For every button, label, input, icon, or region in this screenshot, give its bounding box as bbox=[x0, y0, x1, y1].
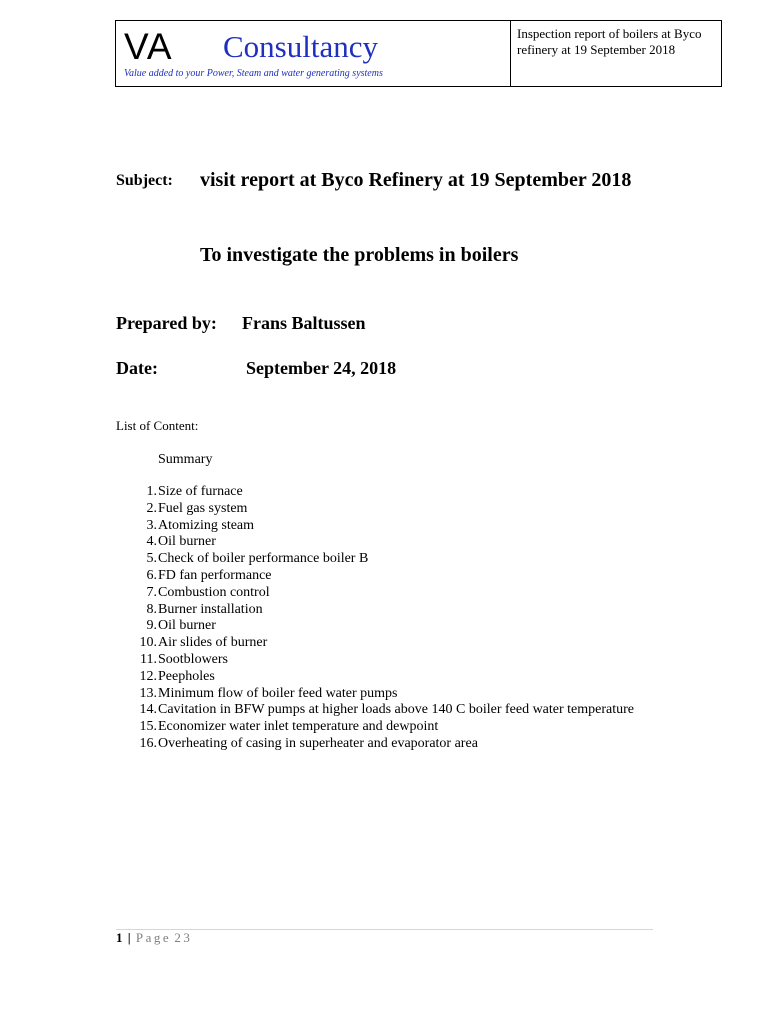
contents-item-number: 3. bbox=[146, 517, 157, 533]
contents-item bbox=[131, 618, 634, 635]
contents-heading: List of Content: bbox=[116, 418, 199, 433]
contents-item-number: 9. bbox=[146, 618, 157, 634]
contents-item-text: Oil burner bbox=[158, 618, 216, 634]
date-label: Date: bbox=[116, 358, 158, 378]
contents-item-text: Burner installation bbox=[158, 601, 263, 617]
page-number: 1 bbox=[116, 930, 123, 945]
contents-item-number: 16. bbox=[139, 735, 157, 751]
contents-item bbox=[131, 652, 634, 669]
contents-item-text: Size of furnace bbox=[158, 484, 243, 499]
contents-item bbox=[131, 551, 634, 568]
contents-item bbox=[131, 702, 634, 719]
contents-item-text: Cavitation in BFW pumps at higher loads above 140 C boiler feed water temperature bbox=[158, 702, 635, 718]
contents-item-text: Fuel gas system bbox=[158, 500, 248, 516]
contents-item-text: Economizer water inlet temperature and dewpoint bbox=[158, 719, 439, 735]
subject-label: Subject: bbox=[116, 172, 173, 189]
contents-item-number: 10. bbox=[139, 635, 157, 651]
contents-item-number: 6. bbox=[146, 567, 157, 583]
contents-item-text: Minimum flow of boiler feed water pumps bbox=[158, 685, 398, 701]
contents-item-text: Peepholes bbox=[158, 668, 215, 684]
contents-item-number: 2. bbox=[146, 500, 157, 516]
contents-item bbox=[131, 736, 634, 753]
prepared-by-value: Frans Baltussen bbox=[242, 313, 366, 333]
page-label: Page bbox=[135, 930, 172, 945]
contents-item bbox=[131, 635, 634, 652]
subject-text: visit report at Byco Refinery at 19 September 2018 bbox=[200, 169, 632, 191]
contents-item-text: Oil burner bbox=[158, 534, 216, 550]
logo-tagline: Value added to your Power, Steam and water generating systems bbox=[124, 68, 383, 79]
contents-item bbox=[131, 686, 634, 703]
contents-item-text: Overheating of casing in superheater and evaporator area bbox=[158, 735, 478, 751]
contents-item-text: Atomizing steam bbox=[158, 517, 255, 533]
contents-list bbox=[131, 484, 634, 753]
report-title-cell: Inspection report of boilers at Byco refinery at 19 September 2018 bbox=[517, 26, 702, 57]
header-box bbox=[115, 20, 722, 87]
contents-item bbox=[131, 568, 634, 585]
contents-item-number: 8. bbox=[146, 601, 157, 617]
contents-item-number: 5. bbox=[146, 551, 157, 567]
contents-item-text: Air slides of burner bbox=[158, 635, 268, 651]
subject-subtext: To investigate the problems in boilers bbox=[200, 244, 519, 266]
contents-item-number: 13. bbox=[139, 685, 157, 701]
contents-item bbox=[131, 534, 634, 551]
page-footer bbox=[116, 930, 192, 946]
contents-summary: Summary bbox=[158, 452, 213, 467]
logo-company-name: Consultancy bbox=[223, 29, 378, 64]
contents-item-number: 12. bbox=[139, 668, 157, 684]
page-total: 23 bbox=[174, 930, 193, 945]
footer-separator: | bbox=[127, 930, 131, 945]
contents-item-number: 7. bbox=[146, 584, 157, 600]
contents-item bbox=[131, 501, 634, 518]
contents-item bbox=[131, 602, 634, 619]
logo-cell bbox=[116, 21, 511, 86]
contents-item-number: 4. bbox=[146, 534, 157, 550]
contents-item-text: Sootblowers bbox=[158, 651, 228, 667]
contents-item-text: Combustion control bbox=[158, 584, 270, 600]
contents-item-number: 14. bbox=[139, 702, 157, 718]
contents-item bbox=[131, 669, 634, 686]
contents-item-text: Check of boiler performance boiler B bbox=[158, 551, 369, 567]
date-value: September 24, 2018 bbox=[246, 358, 397, 378]
contents-item bbox=[131, 484, 634, 501]
prepared-by-label: Prepared by: bbox=[116, 313, 217, 333]
footer-divider bbox=[116, 929, 653, 930]
contents-item-text: FD fan performance bbox=[158, 567, 272, 583]
contents-item-number: 15. bbox=[139, 719, 157, 735]
contents-item-number: 11. bbox=[140, 651, 157, 667]
contents-item-number: 1. bbox=[146, 484, 157, 499]
contents-item bbox=[131, 719, 634, 736]
contents-item bbox=[131, 518, 634, 535]
contents-item bbox=[131, 585, 634, 602]
logo-va: VA bbox=[124, 26, 173, 67]
